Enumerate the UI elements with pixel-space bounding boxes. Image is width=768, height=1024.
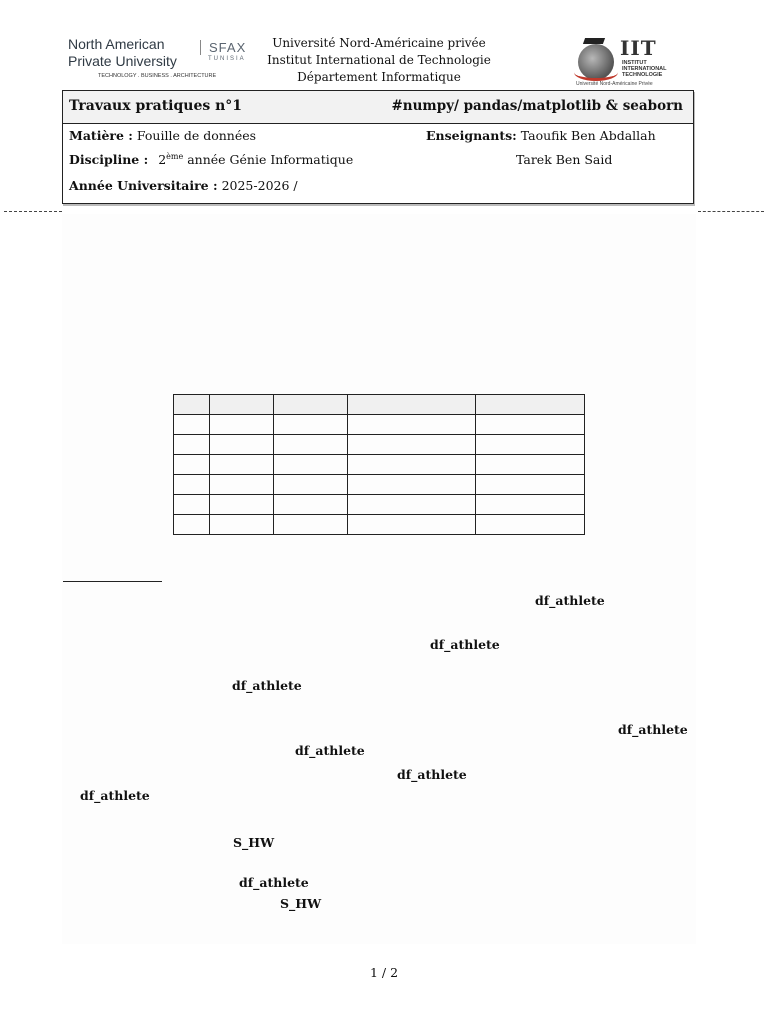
tp-topics: #numpy/ pandas/matplotlib & seaborn <box>391 98 683 114</box>
var-df-athlete: df_athlete <box>618 722 688 737</box>
logo-tunisia: TUNISIA <box>208 56 246 62</box>
table-row <box>174 515 585 535</box>
discipline-label: Discipline : <box>69 152 149 168</box>
var-df-athlete: df_athlete <box>295 743 365 758</box>
logo-tagline: TECHNOLOGY . BUSINESS . ARCHITECTURE <box>98 73 217 79</box>
empty-table <box>173 394 585 535</box>
enseignants-row <box>426 128 656 143</box>
table-row <box>174 455 585 475</box>
separator-left <box>4 211 62 212</box>
course-info-box <box>62 90 694 204</box>
matiere-label: Matière : <box>69 128 133 143</box>
swoosh-icon <box>574 64 618 81</box>
iit-sub-1: INSTITUT <box>622 60 647 66</box>
iit-subtitle <box>622 60 667 78</box>
var-df-athlete: df_athlete <box>239 875 309 890</box>
institution-header <box>262 35 496 86</box>
table-header-row <box>174 395 585 415</box>
iit-wordmark: IIT <box>620 36 657 60</box>
table-row <box>174 475 585 495</box>
annee-value: 2025-2026 / <box>221 178 298 193</box>
var-df-athlete: df_athlete <box>232 678 302 693</box>
iit-sub-2: INTERNATIONAL <box>622 66 667 72</box>
university-logo <box>68 36 247 84</box>
tp-title: Travaux pratiques n°1 <box>69 98 243 114</box>
info-title-bar <box>63 91 693 124</box>
page-content-area <box>62 214 696 944</box>
table-row <box>174 415 585 435</box>
var-df-athlete: df_athlete <box>535 593 605 608</box>
iit-bottom-text: Université Nord-Américaine Privée <box>576 81 653 87</box>
table-row <box>174 495 585 515</box>
enseignant-2: Tarek Ben Said <box>516 152 613 167</box>
section-underline <box>63 581 162 582</box>
logo-sfax: SFAX <box>200 40 246 55</box>
var-df-athlete: df_athlete <box>430 637 500 652</box>
var-df-athlete: df_athlete <box>80 788 150 803</box>
discipline-rest: année Génie Informatique <box>187 152 354 168</box>
header-line-3: Département Informatique <box>297 70 461 84</box>
var-s-hw: S_HW <box>280 896 322 911</box>
var-df-athlete: df_athlete <box>397 767 467 782</box>
matiere-value: Fouille de données <box>136 128 257 143</box>
graduation-cap-icon <box>583 38 605 44</box>
enseignants-label: Enseignants: <box>426 128 517 143</box>
iit-sub-3: TECHNOLOGIE <box>622 72 663 78</box>
page-number: 1 / 2 <box>369 965 399 980</box>
logo-line-1: North American <box>68 36 165 52</box>
matiere-row <box>69 128 256 143</box>
annee-row <box>69 178 298 193</box>
enseignant-1: Taoufik Ben Abdallah <box>520 128 656 143</box>
separator-right <box>698 211 764 212</box>
header-line-2: Institut International de Technologie <box>267 53 491 67</box>
discipline-row <box>69 152 353 167</box>
header-line-1: Université Nord-Américaine privée <box>272 36 486 50</box>
discipline-sup: ème <box>166 152 184 161</box>
table-row <box>174 435 585 455</box>
annee-label: Année Universitaire : <box>69 178 218 193</box>
logo-line-2: Private University <box>68 53 177 69</box>
var-s-hw: S_HW <box>233 835 275 850</box>
discipline-num: 2 <box>158 152 167 168</box>
iit-logo <box>576 36 678 90</box>
